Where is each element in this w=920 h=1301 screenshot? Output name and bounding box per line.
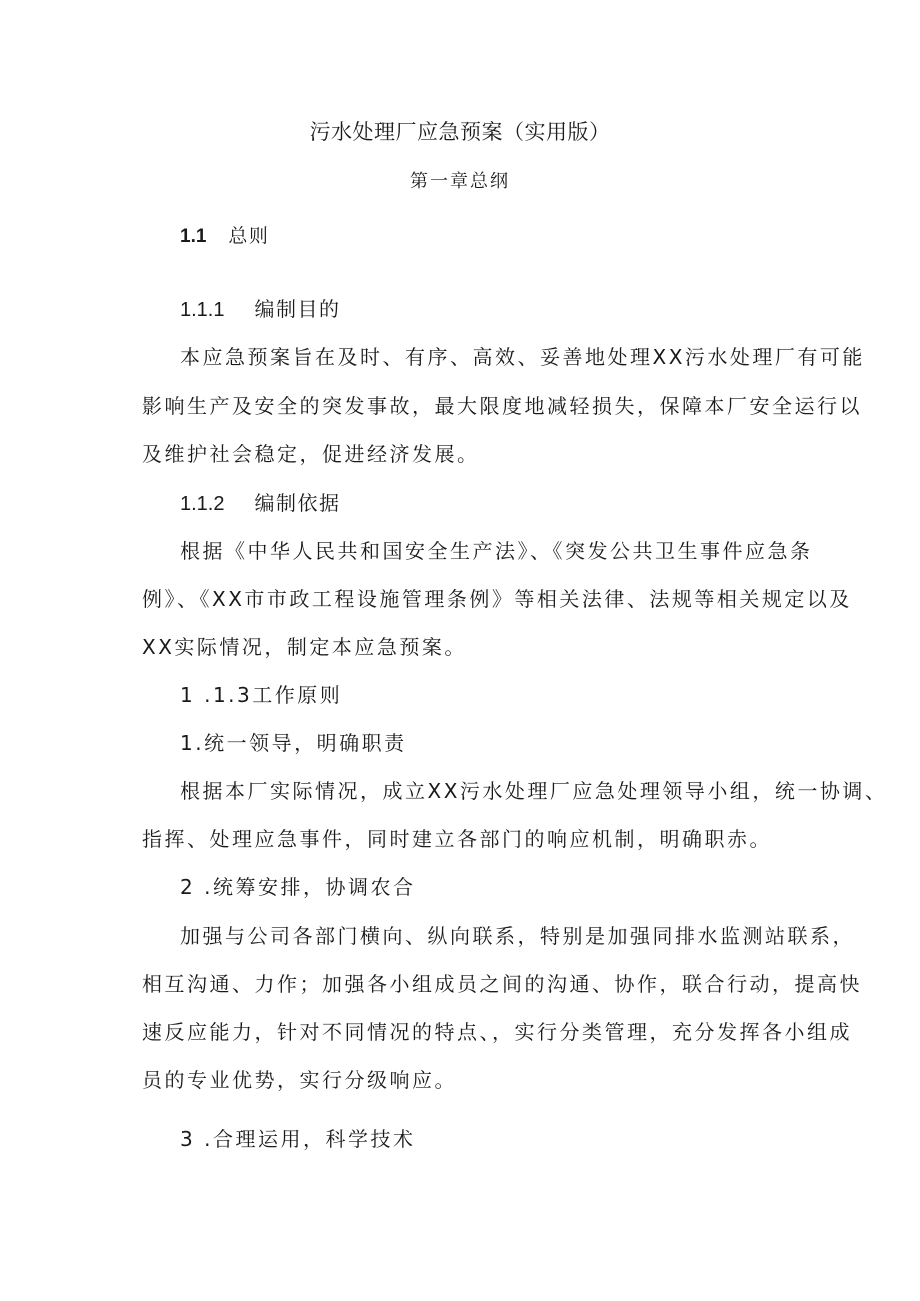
paragraph-line: 本应急预案旨在及时、有序、高效、妥善地处理XX污水处理厂有可能 (180, 345, 865, 369)
paragraph-line: 根据《中华人民共和国安全生产法》、《突发公共卫生事件应急条 (180, 539, 813, 563)
section-1-1-1-heading (180, 295, 340, 324)
section-1-1-2-heading (180, 489, 340, 518)
paragraph-line: 及维护社会稳定，促进经济发展。 (142, 442, 480, 466)
paragraph-line: 指挥、处理应急事件，同时建立各部门的响应机制，明确职赤。 (142, 827, 772, 851)
section-number: 1.1.1 (180, 299, 225, 321)
principle-1-title: 1.统一领导，明确职责 (180, 731, 407, 755)
chapter-heading: 第一章总纲 (410, 171, 510, 192)
paragraph-line: 相互沟通、力作；加强各小组成员之间的沟通、协作，联合行动，提高快 (142, 972, 862, 996)
paragraph-line: XX实际情况，制定本应急预案。 (142, 635, 467, 659)
paragraph-line: 影响生产及安全的突发事故，最大限度地减轻损失，保障本厂安全运行以 (142, 394, 862, 418)
paragraph-line: 例》、《XX市市政工程设施管理条例》等相关法律、法规等相关规定以及 (142, 587, 852, 611)
section-number: 1.1.2 (180, 493, 225, 515)
section-label: 编制目的 (254, 297, 341, 321)
section-number: 1.1 (180, 226, 207, 247)
section-1-1-3-heading: 1 .1.3工作原则 (180, 683, 343, 707)
section-label: 总则 (228, 225, 270, 247)
paragraph-line: 速反应能力，针对不同情况的特点、，实行分类管理，充分发挥各小组成 (142, 1020, 852, 1044)
document-title: 污水处理厂应急预案（实用版） (309, 120, 611, 144)
section-label: 编制依据 (254, 491, 341, 515)
principle-2-title: 2 .统筹安排，协调农合 (180, 875, 416, 899)
paragraph-line: 根据本厂实际情况，成立XX污水处理厂应急处理领导小组，统一协调、 (180, 779, 888, 803)
principle-3-title: 3 .合理运用，科学技术 (180, 1127, 416, 1151)
section-1-1-heading (180, 222, 269, 251)
paragraph-line: 加强与公司各部门横向、纵向联系，特别是加强同排水监测站联系， (180, 924, 855, 948)
paragraph-line: 员的专业优势，实行分级响应。 (142, 1068, 457, 1092)
